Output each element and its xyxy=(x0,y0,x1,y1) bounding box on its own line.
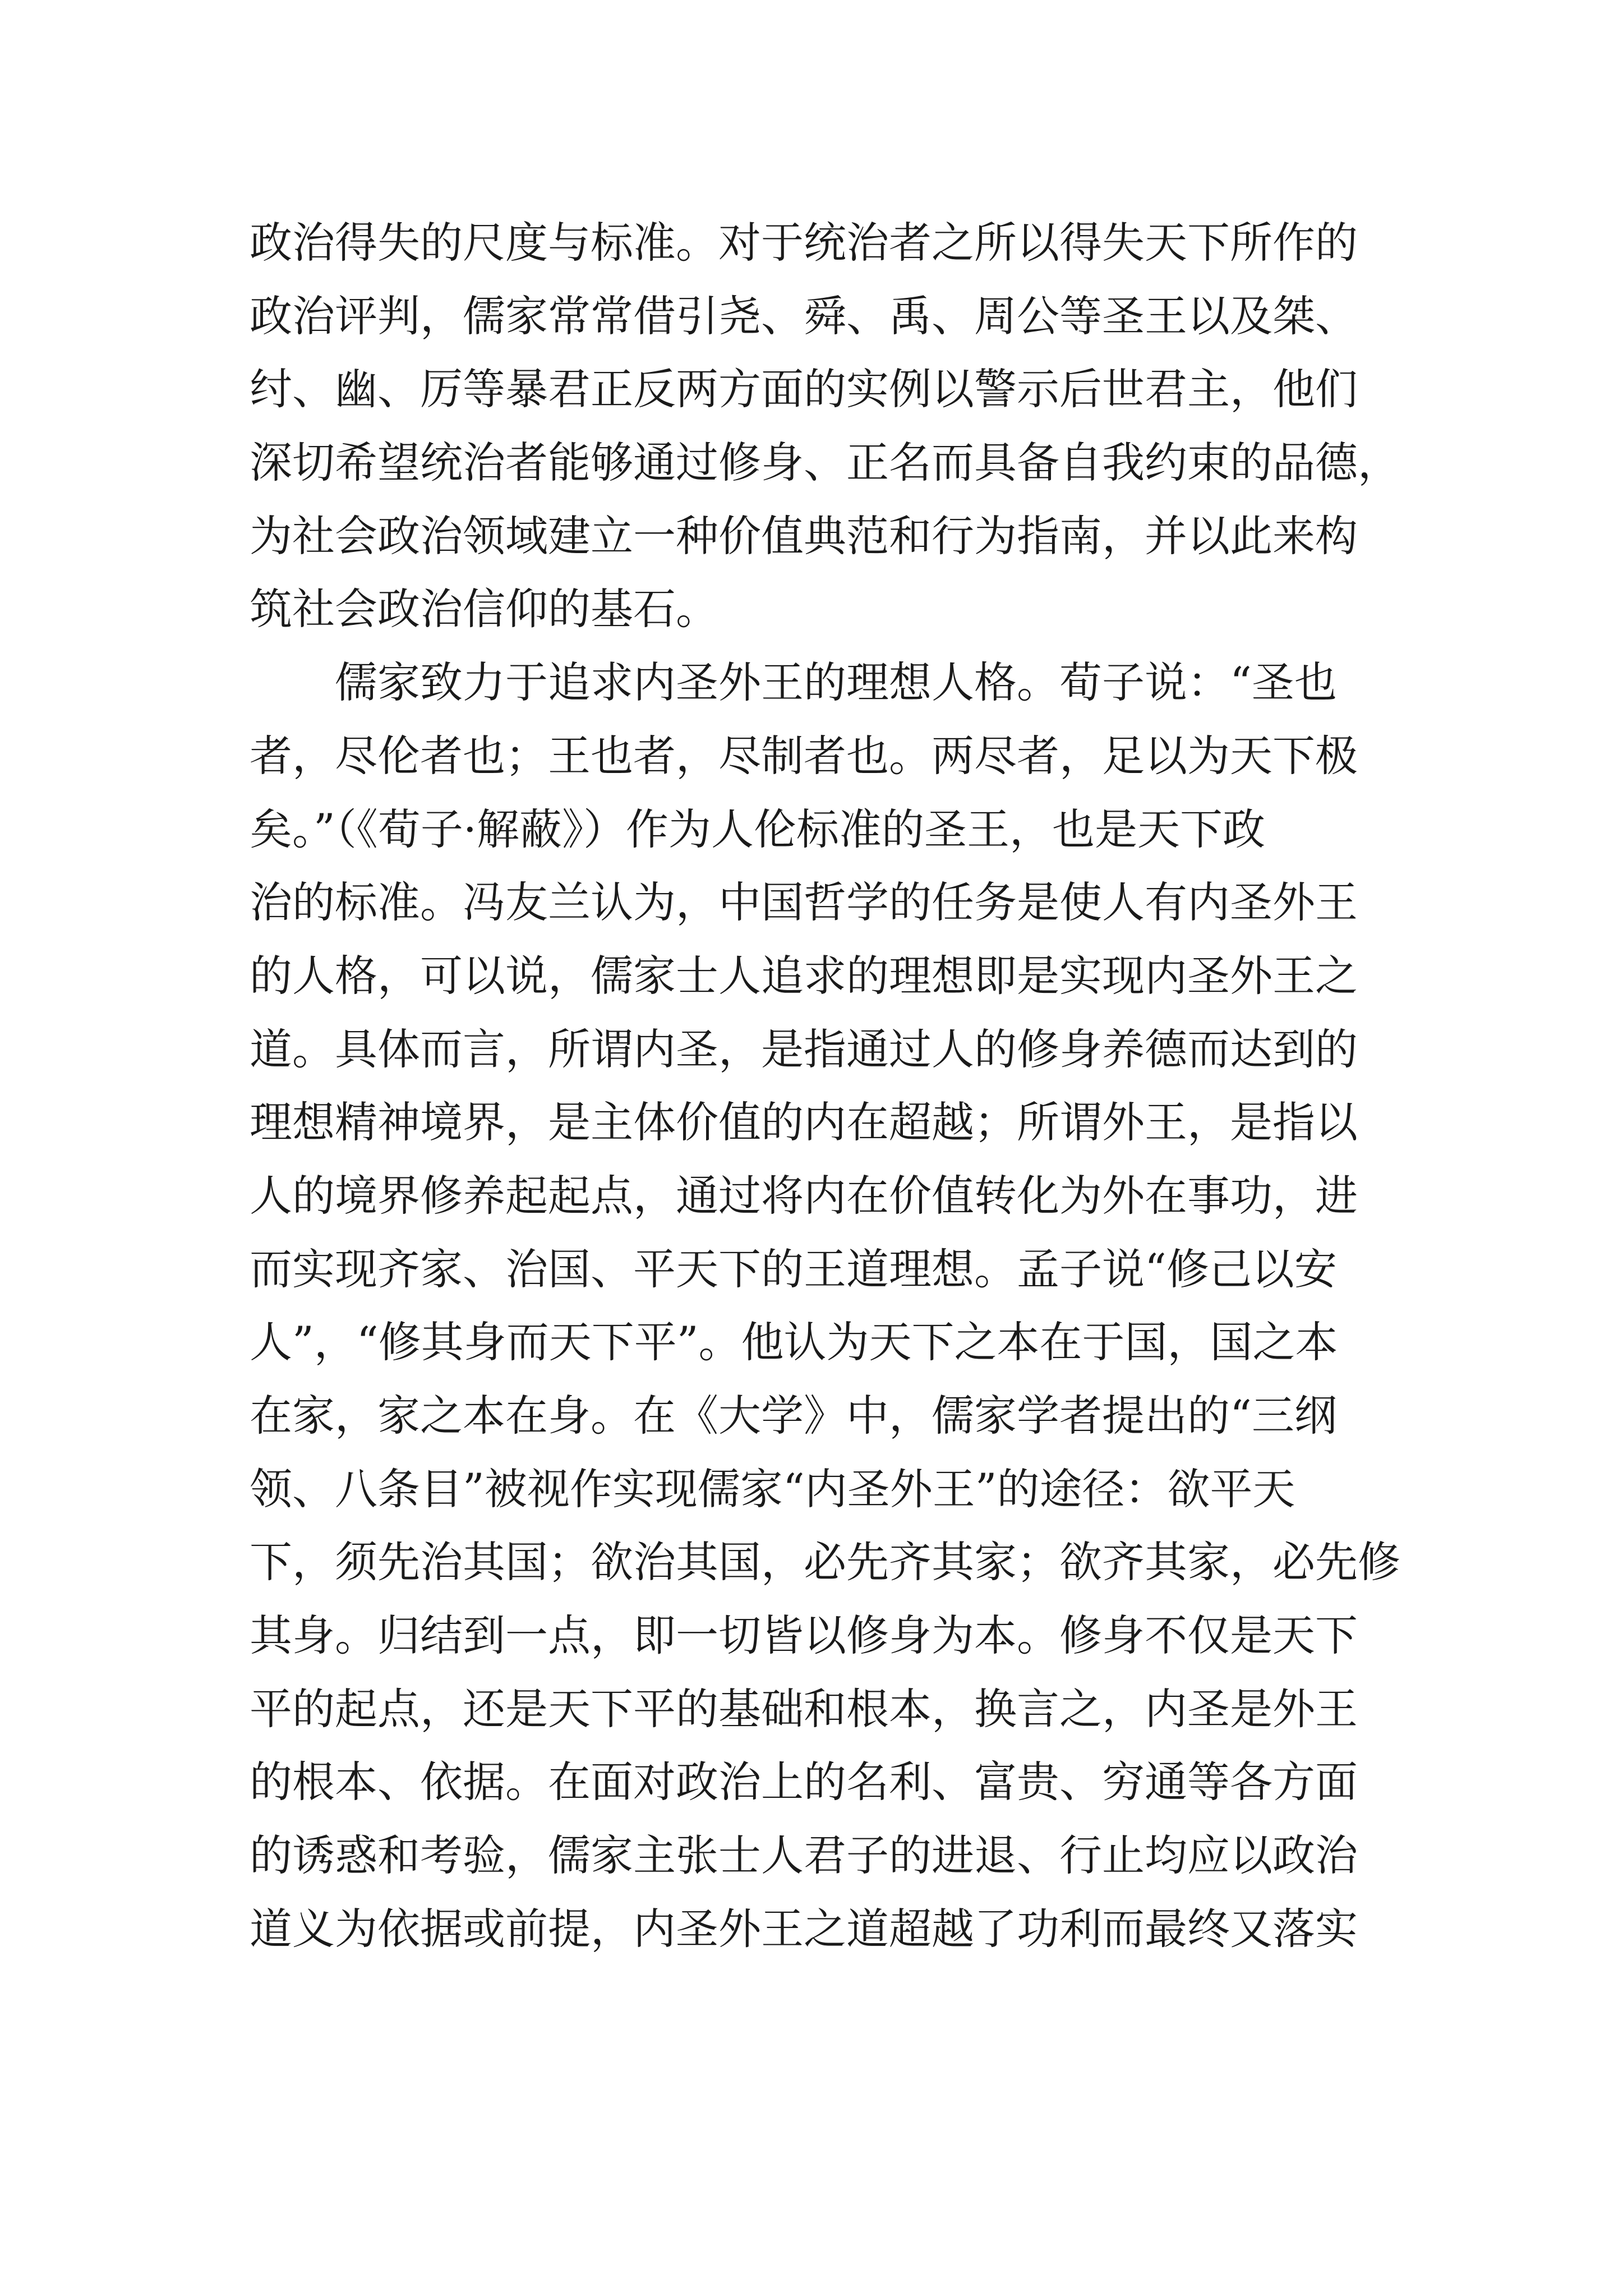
paragraph-1 xyxy=(250,206,1405,646)
text-line: 而实现齐家、治国、平天下的王道理想。孟子说“修己以安 xyxy=(250,1244,1337,1294)
text-line: 的诱惑和考验，儒家主张士人君子的进退、行止均应以政治 xyxy=(250,1830,1358,1881)
text-line: 治的标准。冯友兰认为，中国哲学的任务是使人有内圣外王 xyxy=(250,877,1358,928)
text-line: 矣。”（《荀子·解蔽》）作为人伦标准的圣王，也是天下政 xyxy=(250,804,1266,854)
text-line: 的人格，可以说，儒家士人追求的理想即是实现内圣外王之 xyxy=(250,950,1358,1001)
text-line: 道。具体而言，所谓内圣，是指通过人的修身养德而达到的 xyxy=(250,1024,1358,1074)
text-line: 政治得失的尺度与标准。对于统治者之所以得失天下所作的 xyxy=(250,218,1358,268)
text-line: 的根本、依据。在面对政治上的名利、富贵、穷通等各方面 xyxy=(250,1757,1358,1807)
text-line: 筑社会政治信仰的基石。 xyxy=(250,584,718,634)
text-line: 道义为依据或前提，内圣外王之道超越了功利而最终又落实 xyxy=(250,1903,1358,1954)
text-line: 人的境界修养起起点，通过将内在价值转化为外在事功，进 xyxy=(250,1170,1358,1221)
text-line: 在家，家之本在身。在《大学》中，儒家学者提出的“三纲 xyxy=(250,1391,1337,1441)
text-line: 政治评判，儒家常常借引尧、舜、禹、周公等圣王以及桀、 xyxy=(250,291,1358,341)
text-line: 儒家致力于追求内圣外王的理想人格。荀子说：“圣也 xyxy=(250,657,1337,708)
body-text xyxy=(250,206,1405,1966)
text-line: 领、八条目”被视作实现儒家“内圣外王”的途径：欲平天 xyxy=(250,1464,1295,1514)
paragraph-2 xyxy=(250,646,1405,1966)
text-line: 纣、幽、厉等暴君正反两方面的实例以警示后世君主，他们 xyxy=(250,364,1358,415)
text-line: 下，须先治其国；欲治其国，必先齐其家；欲齐其家，必先修 xyxy=(250,1537,1400,1588)
text-line: 人”，“修其身而天下平”。他认为天下之本在于国，国之本 xyxy=(250,1317,1338,1368)
text-line: 平的起点，还是天下平的基础和根本，换言之，内圣是外王 xyxy=(250,1683,1358,1734)
text-line: 为社会政治领域建立一种价值典范和行为指南，并以此来构 xyxy=(250,510,1358,561)
text-line: 者，尽伦者也；王也者，尽制者也。两尽者，足以为天下极 xyxy=(250,730,1358,781)
text-line: 其身。归结到一点，即一切皆以修身为本。修身不仅是天下 xyxy=(250,1611,1358,1661)
text-line: 深切希望统治者能够通过修身、正名而具备自我约束的品德， xyxy=(250,438,1400,488)
text-line: 理想精神境界，是主体价值的内在超越；所谓外王，是指以 xyxy=(250,1097,1358,1148)
